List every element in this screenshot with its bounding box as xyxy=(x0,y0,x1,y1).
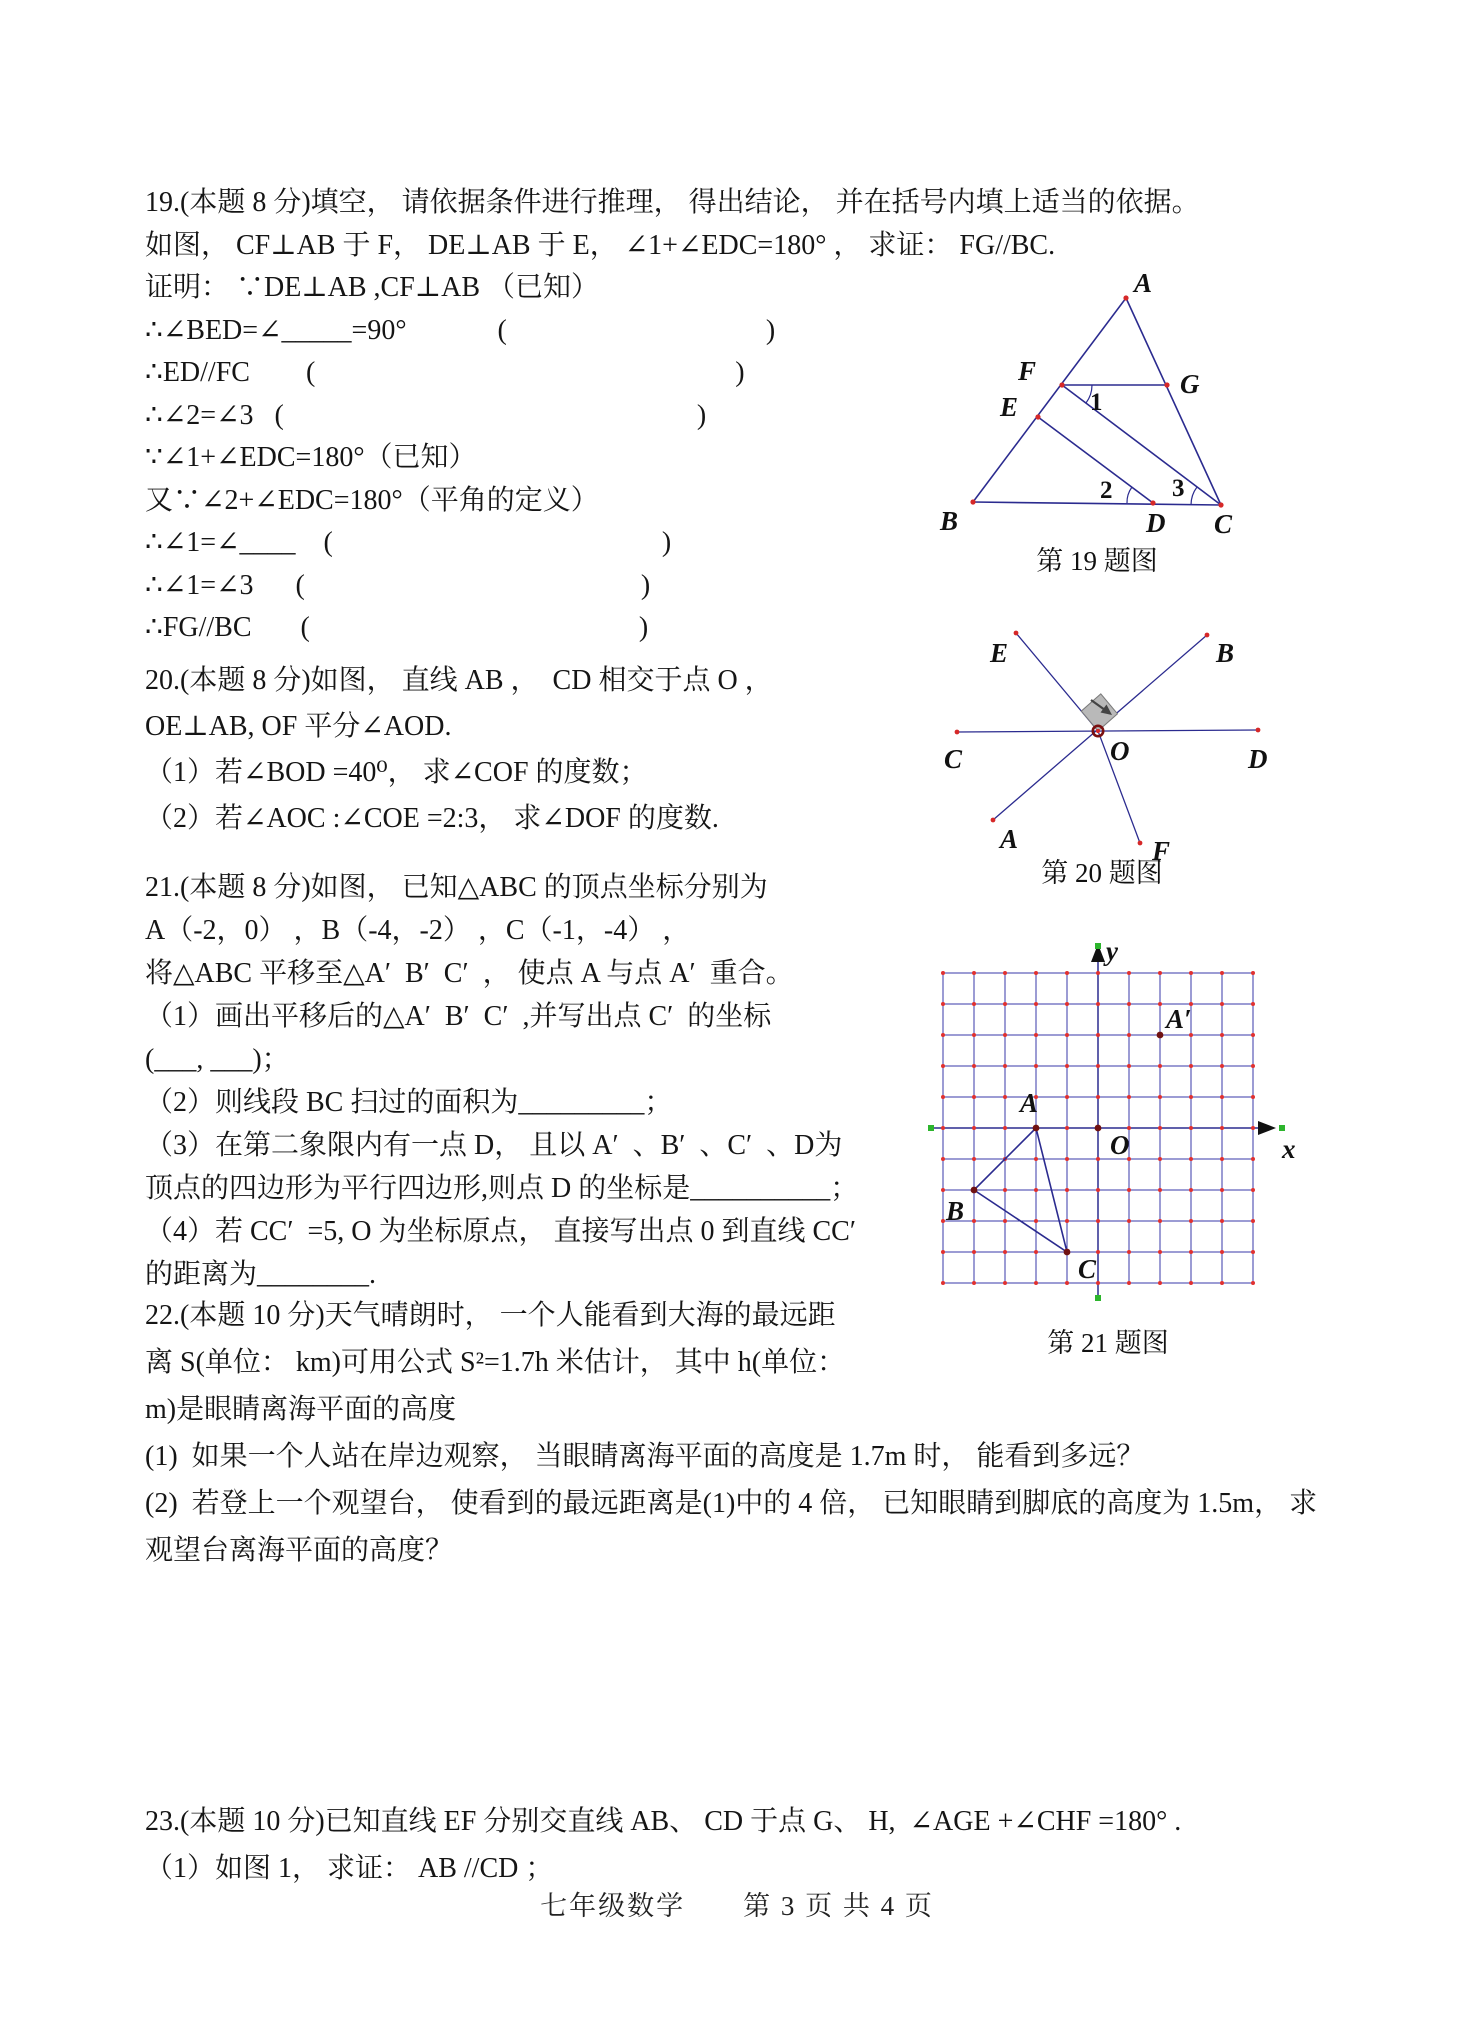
text-line: m)是眼睛离海平面的高度 xyxy=(145,1394,457,1425)
text-line: （2）若∠AOC :∠COE =2:3， 求∠DOF 的度数. xyxy=(145,803,719,834)
label-o: O xyxy=(1110,736,1130,766)
label-f: F xyxy=(1017,356,1036,386)
label-d: D xyxy=(1248,744,1268,774)
text-line: 离 S(单位： km)可用公式 S²=1.7h 米估计， 其中 h(单位： xyxy=(145,1347,846,1378)
text-line: ∵∠1+∠EDC=180°（已知） xyxy=(145,442,477,473)
label-e: E xyxy=(999,392,1018,422)
text-line: （4）若 CC′ =5, O 为坐标原点， 直接写出点 0 到直线 CC′ xyxy=(145,1216,856,1247)
text-line: 23.(本题 10 分)已知直线 EF 分别交直线 AB、 CD 于点 G、 H, ∠AGE +∠CHF =180° . xyxy=(145,1806,1182,1837)
figure-19-triangle-diagram xyxy=(920,210,1280,590)
figure-19-caption: 第 19 题图 xyxy=(1036,546,1158,576)
axis-tick xyxy=(1095,1295,1101,1301)
x-axis-arrow xyxy=(1258,1121,1276,1135)
text-line: ∴∠1=∠3 ( ) xyxy=(145,569,651,601)
label-b: B xyxy=(1216,638,1235,668)
text-line: 证明： ∵DE⊥AB ,CF⊥AB （已知） xyxy=(145,272,600,303)
text-line: 20.(本题 8 分)如图， 直线 AB ， CD 相交于点 O ， xyxy=(145,665,773,696)
text-line: ∴∠2=∠3 ( ) xyxy=(145,399,707,431)
axis-tick xyxy=(928,1125,934,1131)
text-line: ∴∠BED=∠_____=90° ( ) xyxy=(145,314,776,346)
label-a: A xyxy=(1000,824,1019,854)
text-line: 21.(本题 8 分)如图， 已知△ABC 的顶点坐标分别为 xyxy=(145,872,768,903)
angle-3-label: 3 xyxy=(1172,475,1185,502)
text-line: ∴∠1=∠____ ( ) xyxy=(145,527,672,558)
text-line: ∴FG//BC ( ) xyxy=(145,612,649,643)
text-line: （3）在第二象限内有一点 D， 且以 A′ 、B′ 、C′ 、D为 xyxy=(145,1130,843,1161)
text-line: 将△ABC 平移至△A′ B′ C′ ， 使点 A 与点 A′ 重合。 xyxy=(145,958,794,989)
label-e: E xyxy=(989,638,1008,668)
text-line: （1）画出平移后的△A′ B′ C′ ,并写出点 C′ 的坐标 xyxy=(145,1001,772,1032)
axis-tick xyxy=(1279,1125,1285,1131)
x-axis-label: x xyxy=(1282,1134,1296,1164)
figure-21-coordinate-grid-diagram xyxy=(915,930,1295,1370)
label-f: F xyxy=(1152,836,1171,866)
figure-20-intersecting-lines-diagram xyxy=(920,615,1290,895)
text-line: A（-2，0） ，B（-4，-2） ，C（-1，-4） ， xyxy=(145,915,691,946)
page-footer: 七年级数学 第 3 页 共 4 页 xyxy=(540,1891,934,1921)
y-axis-label: y xyxy=(1106,936,1118,966)
label-b: B xyxy=(939,506,958,536)
label-c: C xyxy=(943,744,962,774)
axis-tick xyxy=(1095,943,1101,949)
text-line: (1) 如果一个人站在岸边观察， 当眼睛离海平面的高度是 1.7m 时， 能看到多远？ xyxy=(145,1441,1145,1472)
label-c: C xyxy=(1078,1254,1097,1284)
text-line: 19.(本题 8 分)填空， 请依据条件进行推理， 得出结论， 并在括号内填上适当的依据。 xyxy=(145,187,1200,218)
text-line: ∴ED//FC ( ) xyxy=(145,357,745,388)
text-line: （1）如图 1， 求证： AB //CD ； xyxy=(145,1853,554,1884)
text-line: （2）则线段 BC 扫过的面积为_________； xyxy=(145,1087,673,1118)
label-a-prime: A′ xyxy=(1166,1004,1192,1034)
label-origin: O xyxy=(1110,1130,1130,1160)
angle-1-label: 1 xyxy=(1090,389,1103,416)
figure-20-caption: 第 20 题图 xyxy=(1041,858,1163,888)
label-a: A xyxy=(1020,1088,1039,1118)
label-d: D xyxy=(1146,508,1166,538)
angle-2-label: 2 xyxy=(1100,477,1113,504)
text-line: 的距离为________. xyxy=(145,1259,377,1290)
text-line: OE⊥AB, OF 平分∠AOD. xyxy=(145,711,452,742)
text-line: 如图， CF⊥AB 于 F， DE⊥AB 于 E， ∠1+∠EDC=180° ， 求证： FG//BC. xyxy=(145,229,1056,261)
question-23 xyxy=(145,1798,1181,1892)
text-line: 顶点的四边形为平行四边形,则点 D 的坐标是__________； xyxy=(145,1173,859,1204)
label-a: A xyxy=(1134,268,1153,298)
text-line: （1）若∠BOD =40⁰， 求∠COF 的度数； xyxy=(145,757,648,788)
label-c: C xyxy=(1214,509,1233,539)
text-line: 又∵∠2+∠EDC=180°（平角的定义） xyxy=(145,484,599,516)
text-line: (___, ___)； xyxy=(145,1044,290,1075)
question-21 xyxy=(145,866,858,1296)
text-line: (2) 若登上一个观望台， 使看到的最远距离是(1)中的 4 倍， 已知眼睛到脚底的高度为 1.5m， 求 xyxy=(145,1488,1318,1519)
text-line: 22.(本题 10 分)天气晴朗时， 一个人能看到大海的最远距 xyxy=(145,1300,836,1331)
figure-21-caption: 第 21 题图 xyxy=(1047,1328,1169,1358)
label-g: G xyxy=(1180,369,1200,399)
text-line: 观望台离海平面的高度？ xyxy=(145,1535,454,1566)
axes xyxy=(928,943,1285,1301)
question-20 xyxy=(145,658,773,842)
label-b: B xyxy=(945,1196,964,1226)
